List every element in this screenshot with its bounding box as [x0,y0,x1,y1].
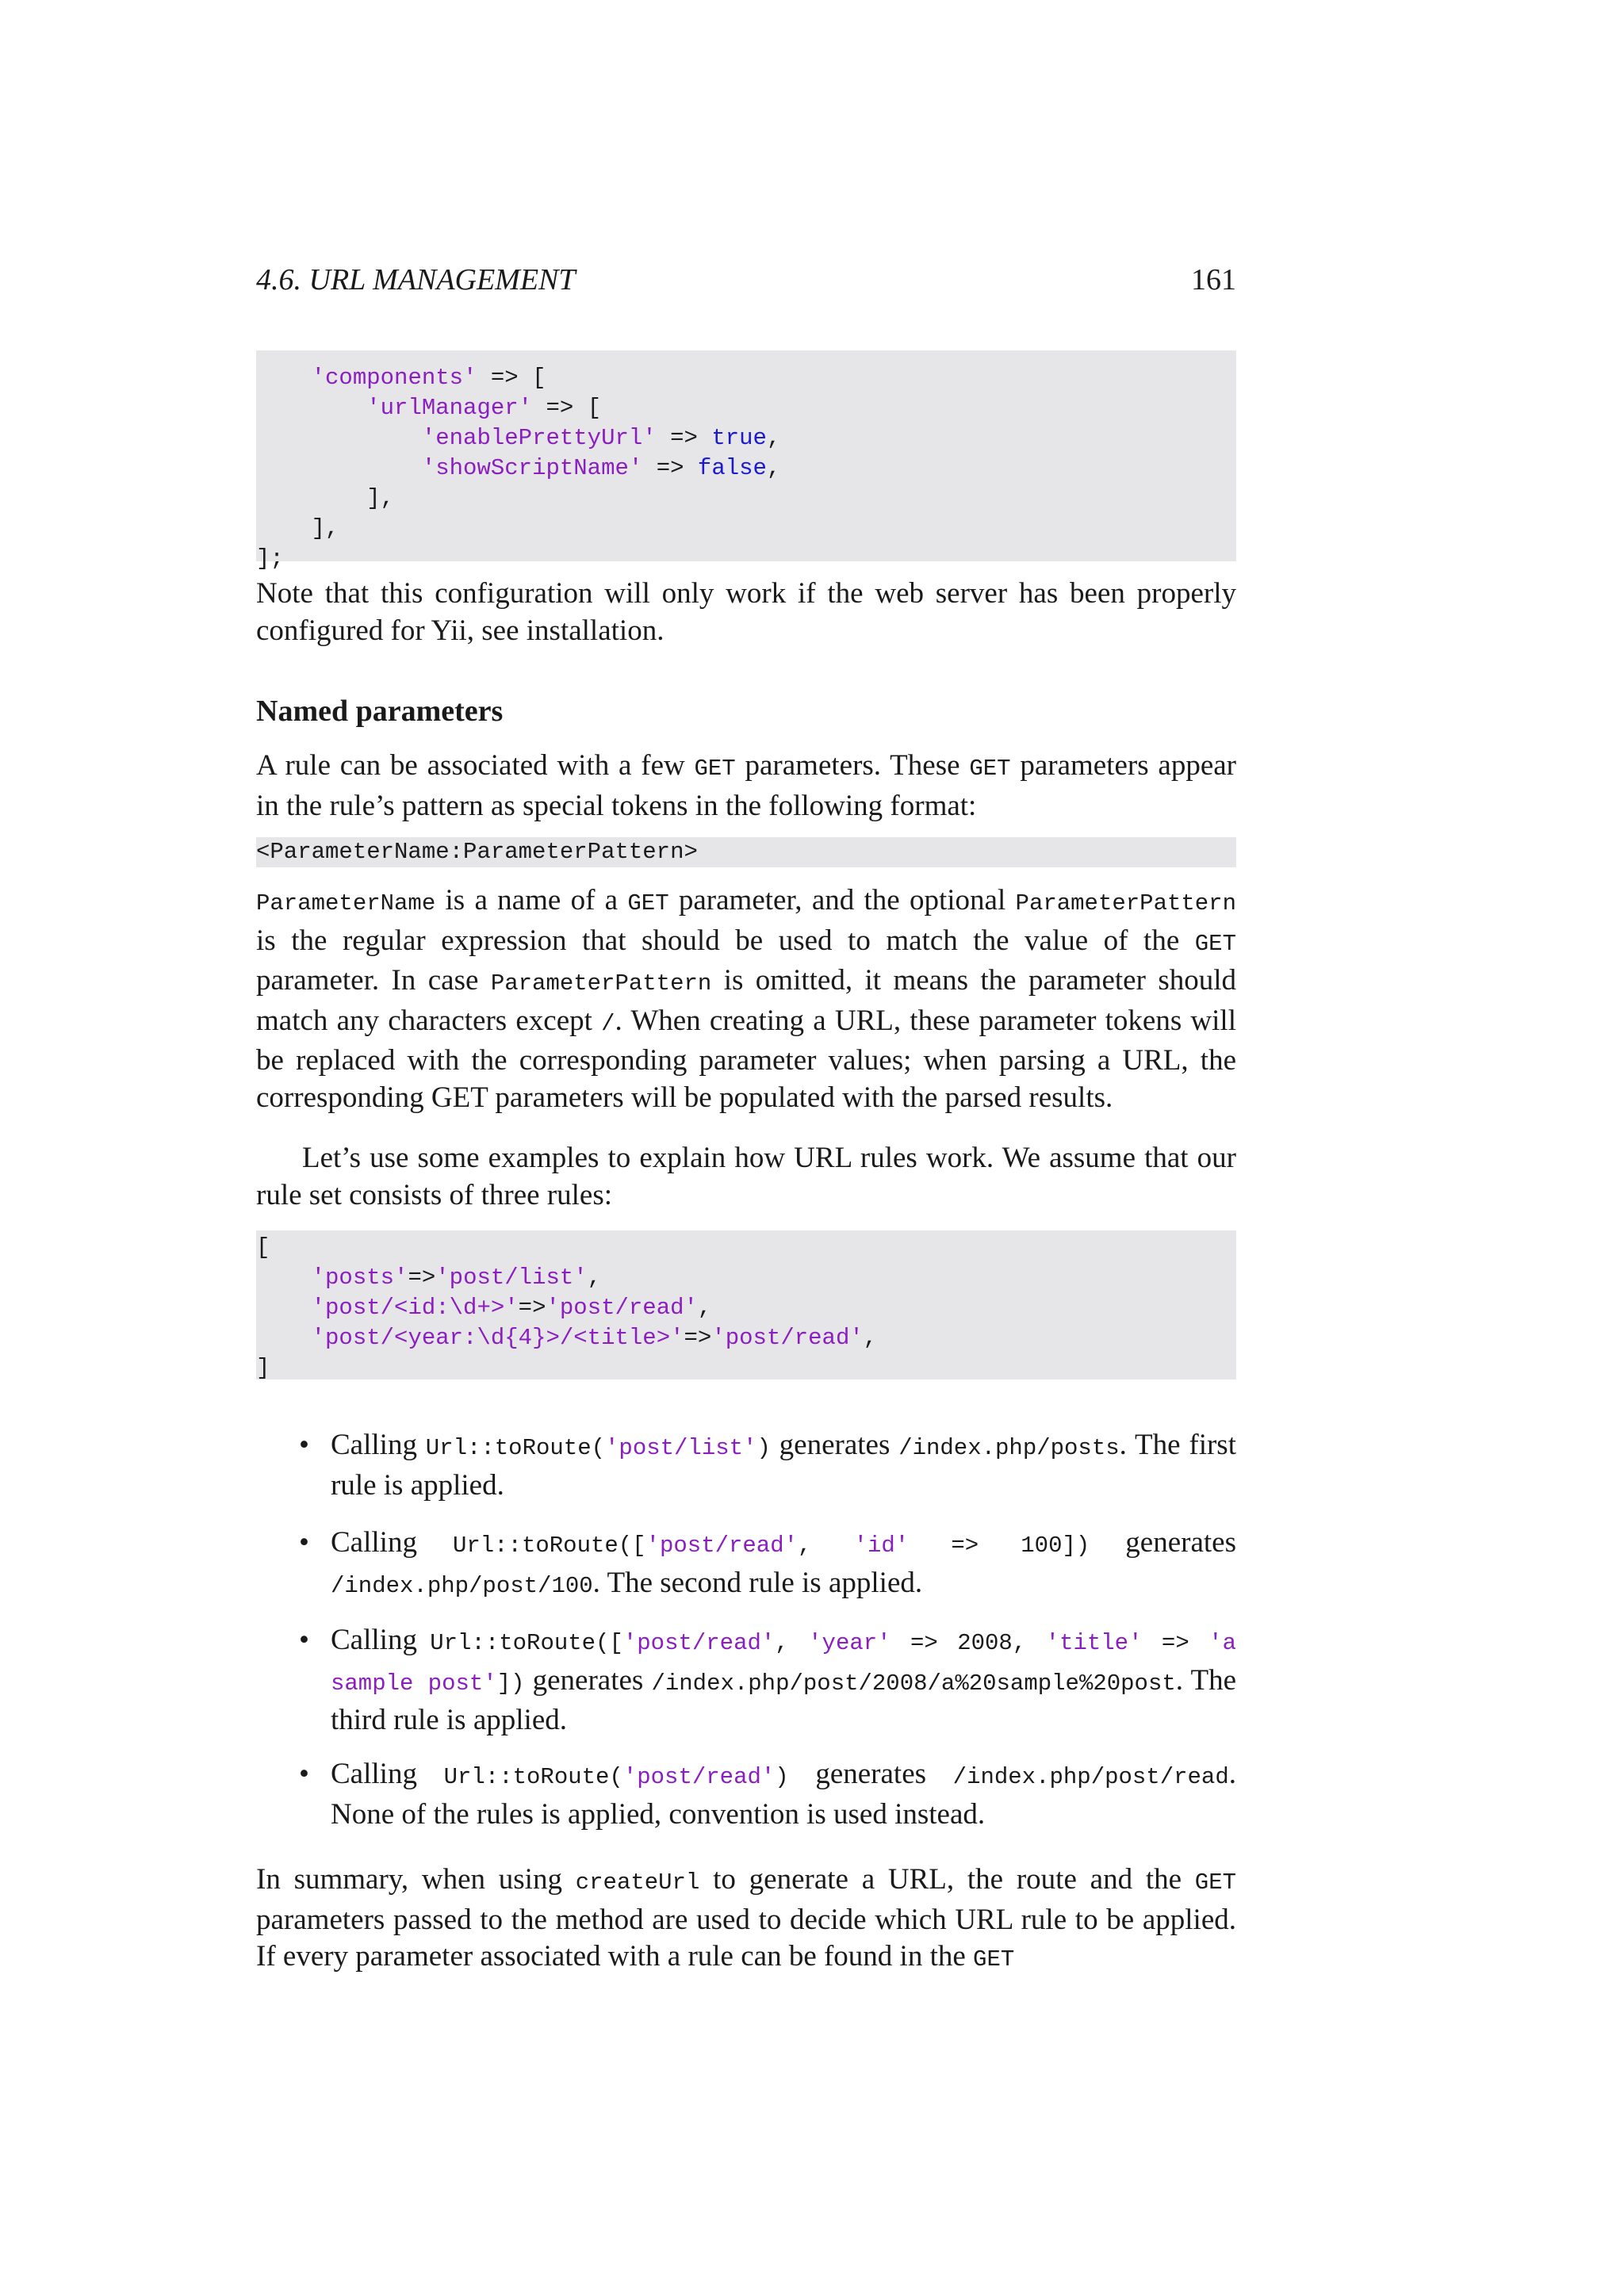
code-line: 'components' => [ [311,365,546,391]
bullet-icon: • [299,1624,309,1656]
page-number: 161 [1191,263,1236,297]
code-line: ], [256,515,339,541]
summary-paragraph: In summary, when using createUrl to generate a URL, the route and the GET parameters passed to the method are used to decide which URL rule to be applied. If every parameter associated with a rule can be found in the GET [256,1863,1237,1973]
config-code-block [256,350,1236,572]
code-line: ] [256,1355,270,1381]
note-paragraph: Note that this configuration will only work if the web server has been properly configured for Yii, see installation. [256,577,1236,647]
code-line: 'enablePrettyUrl' => true, [421,425,781,451]
chapter-title: 4.6. URL MANAGEMENT [256,263,576,297]
bullet-icon: • [299,1429,309,1461]
list-item: • Calling Url::toRoute('post/list') generates /index.php/posts. The first rule is applied. [299,1429,1236,1502]
code-line: 'urlManager' => [ [366,395,602,421]
bullet-icon: • [299,1526,309,1559]
code-line: [ [256,1234,270,1261]
list-item: • Calling Url::toRoute(['post/read', 'year' => 2008, 'title' => 'a sample post']) generates /index.php/post/2008/a%20sample%20post. The third rule is applied. [299,1624,1236,1736]
rules-code-block [256,1230,1236,1380]
code-line: ], [256,485,395,511]
code-line: ]; [256,545,284,572]
explain-paragraph: ParameterName is a name of a GET parameter, and the optional ParameterPattern is the regular expression that should be used to match the value of the GET parameter. In case ParameterPattern is omitted, it means the parameter should match any characters except /. When creating a URL, these parameter tokens will be replaced with the corresponding parameter values; when parsing a URL, the corresponding GET parameters will be populated with the parsed results. [256,884,1236,1114]
section-heading: Named parameters [256,695,504,728]
examples-intro-paragraph: Let’s use some examples to explain how URL rules work. We assume that our rule set consists of three rules: [256,1142,1236,1211]
list-item: • Calling Url::toRoute('post/read') generates /index.php/post/read. None of the rules is applied, convention is used instead. [299,1758,1236,1831]
running-head [256,260,1236,300]
code-line: <ParameterName:ParameterPattern> [256,839,698,865]
format-code-block [256,837,1236,867]
intro-paragraph: A rule can be associated with a few GET parameters. These GET parameters appear in the rule’s pattern as special tokens in the following format: [256,749,1236,822]
code-line: 'showScriptName' => false, [421,455,781,481]
code-line: 'post/<year:\d{4}>/<title>'=>'post/read', [311,1325,878,1351]
list-item: • Calling Url::toRoute(['post/read', 'id' => 100]) generates /index.php/post/100. The second rule is applied. [299,1526,1236,1599]
code-line: 'posts'=>'post/list', [311,1265,602,1291]
bullet-icon: • [299,1758,309,1790]
code-line: 'post/<id:\d+>'=>'post/read', [311,1295,712,1321]
